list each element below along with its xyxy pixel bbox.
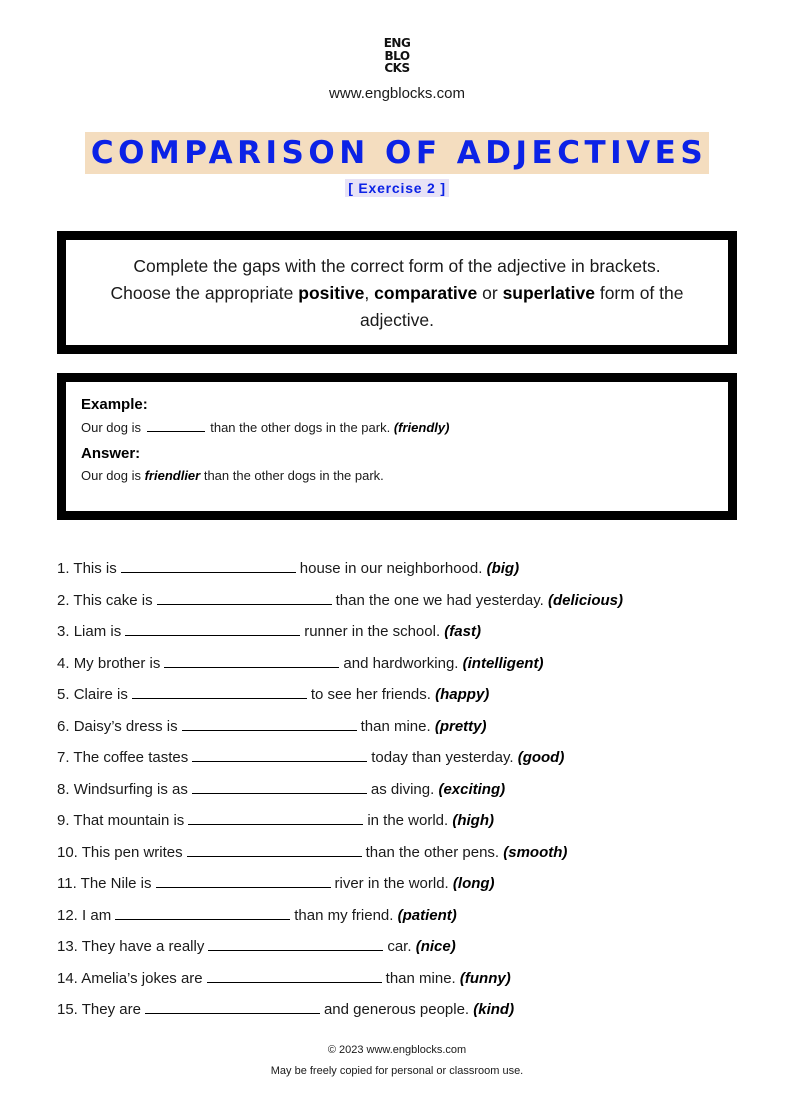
question-item [57, 746, 757, 778]
instructions-box [57, 231, 737, 354]
question-hint: (fast) [444, 623, 481, 640]
question-hint: (big) [486, 560, 520, 577]
question-pre: The Nile is [80, 875, 152, 892]
example-box [57, 373, 737, 520]
answer-blank[interactable] [208, 935, 383, 951]
answer-blank[interactable] [207, 967, 382, 983]
question-post: car. [387, 938, 412, 955]
question-hint: (high) [452, 812, 495, 829]
question-hint: (patient) [397, 906, 457, 924]
question-number: 5. [57, 686, 70, 703]
logo-line: CKS [384, 61, 410, 75]
example-pre: Our dog is [81, 420, 141, 435]
question-pre: I am [82, 906, 112, 924]
question-number: 15. [57, 1001, 78, 1018]
question-item [57, 998, 757, 1030]
question-hint: (kind) [473, 1001, 515, 1018]
question-pre: They have a really [81, 938, 205, 955]
question-number: 1. [57, 560, 70, 577]
subtitle-wrapper [0, 179, 794, 198]
question-post: than the one we had yesterday. [335, 591, 544, 609]
question-post: in the world. [367, 812, 449, 829]
answer-blank[interactable] [157, 589, 332, 605]
answer-pre: Our dog is [81, 468, 145, 483]
answer-post: than the other dogs in the park. [200, 468, 384, 483]
question-hint: (smooth) [503, 843, 568, 861]
question-number: 12. [57, 906, 78, 924]
answer-blank[interactable] [145, 998, 320, 1014]
question-item [57, 841, 757, 873]
question-pre: That mountain is [73, 812, 185, 829]
answer-label: Answer: [81, 445, 141, 462]
question-post: than mine. [360, 717, 431, 735]
question-hint: (exciting) [438, 780, 506, 798]
question-hint: (good) [517, 749, 565, 766]
question-hint: (delicious) [548, 591, 624, 609]
question-item [57, 557, 757, 589]
question-item [57, 904, 757, 936]
question-pre: They are [81, 1001, 141, 1018]
question-number: 9. [57, 812, 70, 829]
question-number: 8. [57, 780, 70, 798]
question-number: 6. [57, 717, 70, 735]
instructions-line2-post: form of the adjective. [360, 283, 684, 330]
question-pre: My brother is [73, 654, 161, 672]
instructions-line2-pre: Choose the appropriate [110, 283, 299, 303]
question-number: 4. [57, 654, 70, 672]
question-pre: This is [73, 560, 117, 577]
answer-word: friendlier [144, 468, 201, 483]
question-number: 3. [57, 623, 70, 640]
question-post: as diving. [370, 780, 435, 798]
question-number: 11. [57, 875, 77, 892]
question-item [57, 683, 757, 715]
question-item [57, 935, 757, 967]
answer-blank[interactable] [115, 904, 290, 920]
question-post: to see her friends. [310, 686, 431, 703]
question-post: runner in the school. [304, 623, 441, 640]
question-item [57, 652, 757, 684]
question-hint: (happy) [435, 686, 490, 703]
question-hint: (funny) [459, 969, 511, 987]
logo-line: BLO [384, 48, 410, 63]
site-url: www.engblocks.com [329, 85, 465, 102]
instructions-superlative: superlative [502, 283, 595, 303]
title-wrapper [0, 132, 794, 174]
answer-blank[interactable] [192, 778, 367, 794]
question-number: 2. [57, 591, 70, 609]
exercise-subtitle: [ Exercise 2 ] [345, 179, 449, 197]
answer-blank[interactable] [188, 809, 363, 825]
question-pre: This pen writes [81, 843, 183, 861]
question-hint: (pretty) [434, 717, 487, 735]
answer-blank[interactable] [132, 683, 307, 699]
question-post: and hardworking. [343, 654, 459, 672]
question-number: 13. [57, 938, 78, 955]
question-pre: The coffee tastes [73, 749, 189, 766]
instructions-line1: Complete the gaps with the correct form of the adjective in brackets. [133, 256, 661, 276]
question-post: river in the world. [334, 875, 449, 892]
question-pre: Claire is [73, 686, 128, 703]
example-post: than the other dogs in the park. [210, 420, 391, 435]
question-hint: (nice) [415, 938, 456, 955]
instructions-or: or [477, 283, 503, 303]
answer-blank[interactable] [164, 652, 339, 668]
logo-line: ENG [383, 36, 411, 50]
question-item [57, 967, 757, 999]
question-pre: This cake is [73, 591, 153, 609]
question-post: than mine. [385, 969, 456, 987]
question-item [57, 872, 757, 904]
answer-blank[interactable] [121, 557, 296, 573]
question-post: than the other pens. [365, 843, 500, 861]
question-pre: Liam is [73, 623, 122, 640]
question-number: 14. [57, 969, 78, 987]
question-item [57, 778, 757, 810]
example-sentence [81, 418, 713, 437]
question-hint: (intelligent) [462, 654, 544, 672]
instructions-positive: positive [298, 283, 365, 303]
answer-blank[interactable] [182, 715, 357, 731]
example-blank [147, 418, 205, 432]
example-hint: (friendly) [393, 420, 450, 435]
question-pre: Daisy’s dress is [73, 717, 178, 735]
question-hint: (long) [452, 875, 495, 892]
question-number: 7. [57, 749, 70, 766]
question-number: 10. [57, 843, 78, 861]
question-pre: Amelia’s jokes are [81, 969, 203, 987]
question-post: today than yesterday. [371, 749, 514, 766]
question-post: house in our neighborhood. [299, 560, 483, 577]
footer-license: May be freely copied for personal or classroom use. [270, 1065, 524, 1077]
question-item [57, 620, 757, 652]
answer-blank[interactable] [187, 841, 362, 857]
answer-blank[interactable] [125, 620, 300, 636]
example-label: Example: [81, 396, 148, 413]
instructions-comparative: comparative [374, 283, 478, 303]
question-pre: Windsurfing is as [73, 780, 188, 798]
question-post: than my friend. [294, 906, 394, 924]
question-item [57, 589, 757, 621]
engblocks-logo [0, 37, 794, 75]
instructions-comma: , [364, 283, 375, 303]
answer-blank[interactable] [192, 746, 367, 762]
question-item [57, 715, 757, 747]
question-item [57, 809, 757, 841]
question-list [57, 557, 757, 1030]
page-title: COMPARISON OF ADJECTIVES [85, 132, 709, 174]
question-post: and generous people. [323, 1001, 470, 1018]
answer-blank[interactable] [156, 872, 331, 888]
answer-sentence [81, 467, 713, 485]
footer-copyright: © 2023 www.engblocks.com [327, 1044, 467, 1056]
